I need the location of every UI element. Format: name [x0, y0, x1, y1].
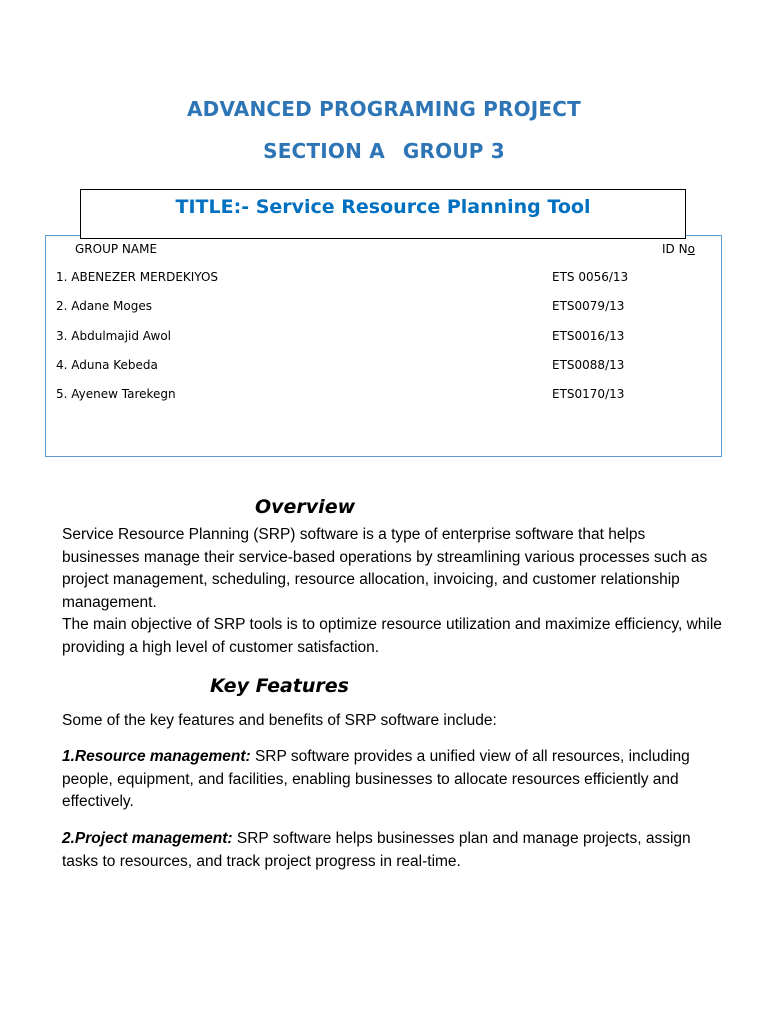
feature-item — [62, 828, 722, 873]
key-features-intro: Some of the key features and benefits of SRP software include: — [62, 712, 497, 729]
feature-label: 2.Project management: — [62, 830, 233, 847]
document-title: ADVANCED PROGRAMING PROJECT — [186, 97, 582, 121]
project-title-box — [80, 189, 686, 239]
member-id: ETS0170/13 — [552, 387, 625, 401]
feature-item — [62, 746, 722, 814]
member-name: 3. Abdulmajid Awol — [56, 329, 172, 343]
section-label: SECTION A — [263, 139, 385, 163]
group-label: GROUP 3 — [402, 139, 505, 163]
group-members-table — [45, 235, 722, 457]
member-name: 1. ABENEZER MERDEKIYOS — [56, 270, 219, 284]
project-title: TITLE:- Service Resource Planning Tool — [175, 196, 591, 218]
group-name-header: GROUP NAME — [75, 242, 158, 256]
member-id: ETS0016/13 — [552, 329, 625, 343]
overview-paragraph: Service Resource Planning (SRP) software is a type of enterprise software that helps businesses manage their service-based operations by streamlining various processes such as project management, scheduling, resource allocation, invoicing, and customer relationship management. — [62, 526, 708, 611]
overview-paragraph: The main objective of SRP tools is to optimize resource utilization and maximize efficiency, while providing a high level of customer satisfaction. — [62, 616, 722, 656]
member-name: 2. Adane Moges — [56, 299, 152, 313]
overview-heading: Overview — [255, 496, 356, 518]
feature-text: SRP software provides a unified view of all resources, including people, equipment, and facilities, enabling businesses to allocate resources efficiently and effectively. — [62, 748, 690, 810]
feature-text: SRP software helps businesses plan and manage projects, assign tasks to resources, and track project progress in real-time. — [62, 830, 691, 870]
id-no-header-prefix: ID N — [662, 242, 688, 256]
id-no-header-suffix: o — [687, 242, 695, 256]
key-features-heading: Key Features — [210, 675, 349, 697]
feature-label: 1.Resource management: — [62, 748, 251, 765]
member-id: ETS0088/13 — [552, 358, 625, 372]
member-id: ETS 0056/13 — [552, 270, 629, 284]
section-group-line — [0, 139, 768, 163]
overview-text — [62, 524, 722, 659]
member-id: ETS0079/13 — [552, 299, 625, 313]
member-name: 5. Ayenew Tarekegn — [56, 387, 176, 401]
member-name: 4. Aduna Kebeda — [56, 358, 158, 372]
